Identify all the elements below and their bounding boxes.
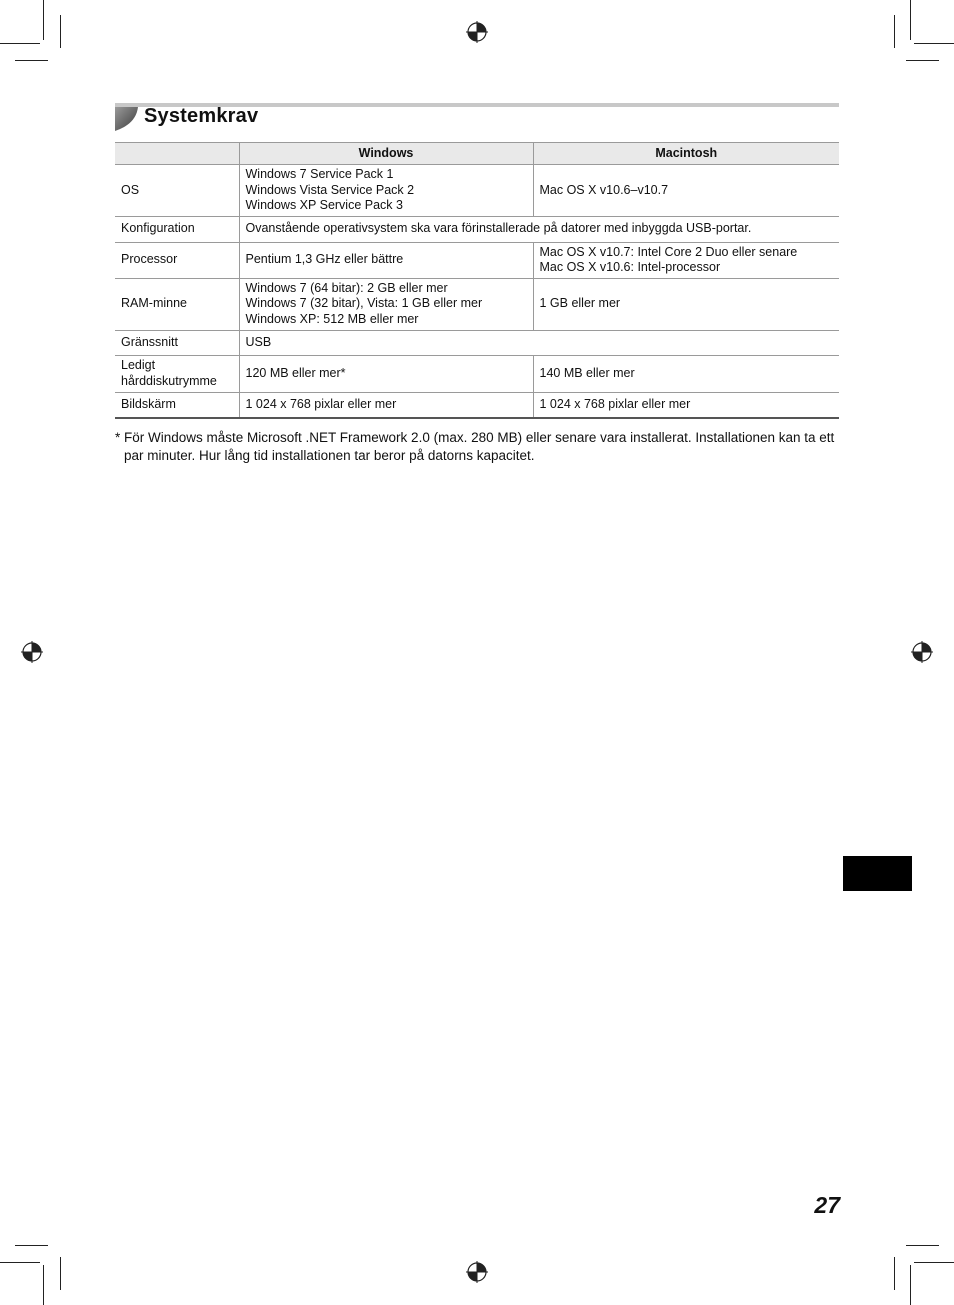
crop-mark bbox=[43, 0, 44, 40]
crop-mark bbox=[15, 1245, 48, 1246]
crop-mark bbox=[60, 15, 61, 48]
cell-line: 120 MB eller mer* bbox=[245, 365, 346, 380]
column-header-label bbox=[115, 143, 239, 165]
cell-line: Windows 7 (32 bitar), Vista: 1 GB eller mer bbox=[245, 296, 483, 311]
crop-mark bbox=[894, 1257, 895, 1290]
row-label: OS bbox=[115, 165, 239, 217]
windows-cell bbox=[239, 392, 533, 418]
cell-line: Mac OS X v10.6–v10.7 bbox=[539, 182, 669, 197]
table-row-ram bbox=[115, 278, 839, 330]
row-label: Processor bbox=[115, 242, 239, 278]
crop-mark bbox=[60, 1257, 61, 1290]
footnote-text: * För Windows måste Microsoft .NET Framework 2.0 (max. 280 MB) eller senare vara installerat. Installationen kan ta ett par minuter. Hur lång tid installationen tar beror på datorns kapacitet. bbox=[115, 430, 835, 463]
cell-line: Pentium 1,3 GHz eller bättre bbox=[245, 252, 404, 267]
cell-line: Windows XP Service Pack 3 bbox=[245, 198, 403, 212]
mac-cell bbox=[533, 392, 839, 418]
merged-cell: USB bbox=[239, 330, 839, 355]
windows-cell bbox=[239, 355, 533, 392]
crop-mark bbox=[910, 0, 911, 40]
merged-cell: Ovanstående operativsystem ska vara förinstallerade på datorer med inbyggda USB-portar. bbox=[239, 216, 839, 242]
table-row-konfiguration bbox=[115, 216, 839, 242]
crop-mark bbox=[894, 15, 895, 48]
cell-line: Mac OS X v10.6: Intel-processor bbox=[539, 260, 721, 274]
row-label bbox=[115, 355, 239, 392]
registration-mark-icon bbox=[21, 641, 43, 663]
page-number: 27 bbox=[814, 1192, 840, 1218]
table-header-row bbox=[115, 143, 839, 165]
mac-cell bbox=[533, 278, 839, 330]
cell-line: Ledigt bbox=[121, 358, 156, 372]
row-label: Gränssnitt bbox=[115, 330, 239, 355]
table-row-harddisk bbox=[115, 355, 839, 392]
registration-mark-icon bbox=[466, 21, 488, 43]
cell-line: 1 GB eller mer bbox=[539, 296, 621, 311]
table-row-bildskarm bbox=[115, 392, 839, 418]
cell-line: Windows XP: 512 MB eller mer bbox=[245, 311, 419, 326]
windows-cell bbox=[239, 278, 533, 330]
crop-mark bbox=[906, 1245, 939, 1246]
cell-line: Windows 7 (64 bitar): 2 GB eller mer bbox=[245, 280, 448, 295]
cell-line: hårddiskutrymme bbox=[121, 373, 217, 388]
row-label: RAM-minne bbox=[115, 278, 239, 330]
windows-cell bbox=[239, 242, 533, 278]
crop-mark bbox=[914, 43, 954, 44]
crop-mark bbox=[0, 43, 40, 44]
registration-mark-icon bbox=[911, 641, 933, 663]
crop-mark bbox=[15, 60, 48, 61]
footnote bbox=[115, 429, 839, 465]
section-marker-icon bbox=[115, 107, 138, 131]
section-title: Systemkrav bbox=[144, 105, 259, 127]
cell-line: 1 024 x 768 pixlar eller mer bbox=[245, 397, 397, 411]
crop-mark bbox=[910, 1265, 911, 1305]
windows-cell bbox=[239, 165, 533, 217]
table-row-gransnitt bbox=[115, 330, 839, 355]
table-row-processor bbox=[115, 242, 839, 278]
mac-cell bbox=[533, 355, 839, 392]
row-label: Bildskärm bbox=[115, 392, 239, 418]
system-requirements-table bbox=[115, 142, 839, 419]
registration-mark-icon bbox=[466, 1261, 488, 1283]
column-header-macintosh: Macintosh bbox=[533, 143, 839, 165]
cell-line: 140 MB eller mer bbox=[539, 365, 635, 380]
column-header-windows: Windows bbox=[239, 143, 533, 165]
mac-cell bbox=[533, 242, 839, 278]
cell-line: Windows Vista Service Pack 2 bbox=[245, 182, 415, 197]
crop-mark bbox=[906, 60, 939, 61]
cell-line: Windows 7 Service Pack 1 bbox=[245, 167, 394, 181]
mac-cell bbox=[533, 165, 839, 217]
crop-mark bbox=[43, 1265, 44, 1305]
cell-line: Mac OS X v10.7: Intel Core 2 Duo eller senare bbox=[539, 244, 798, 259]
crop-mark bbox=[914, 1262, 954, 1263]
table-row-os bbox=[115, 165, 839, 217]
crop-mark bbox=[0, 1262, 40, 1263]
chapter-thumb-tab bbox=[843, 856, 912, 891]
row-label: Konfiguration bbox=[115, 216, 239, 242]
cell-line: 1 024 x 768 pixlar eller mer bbox=[539, 397, 691, 411]
